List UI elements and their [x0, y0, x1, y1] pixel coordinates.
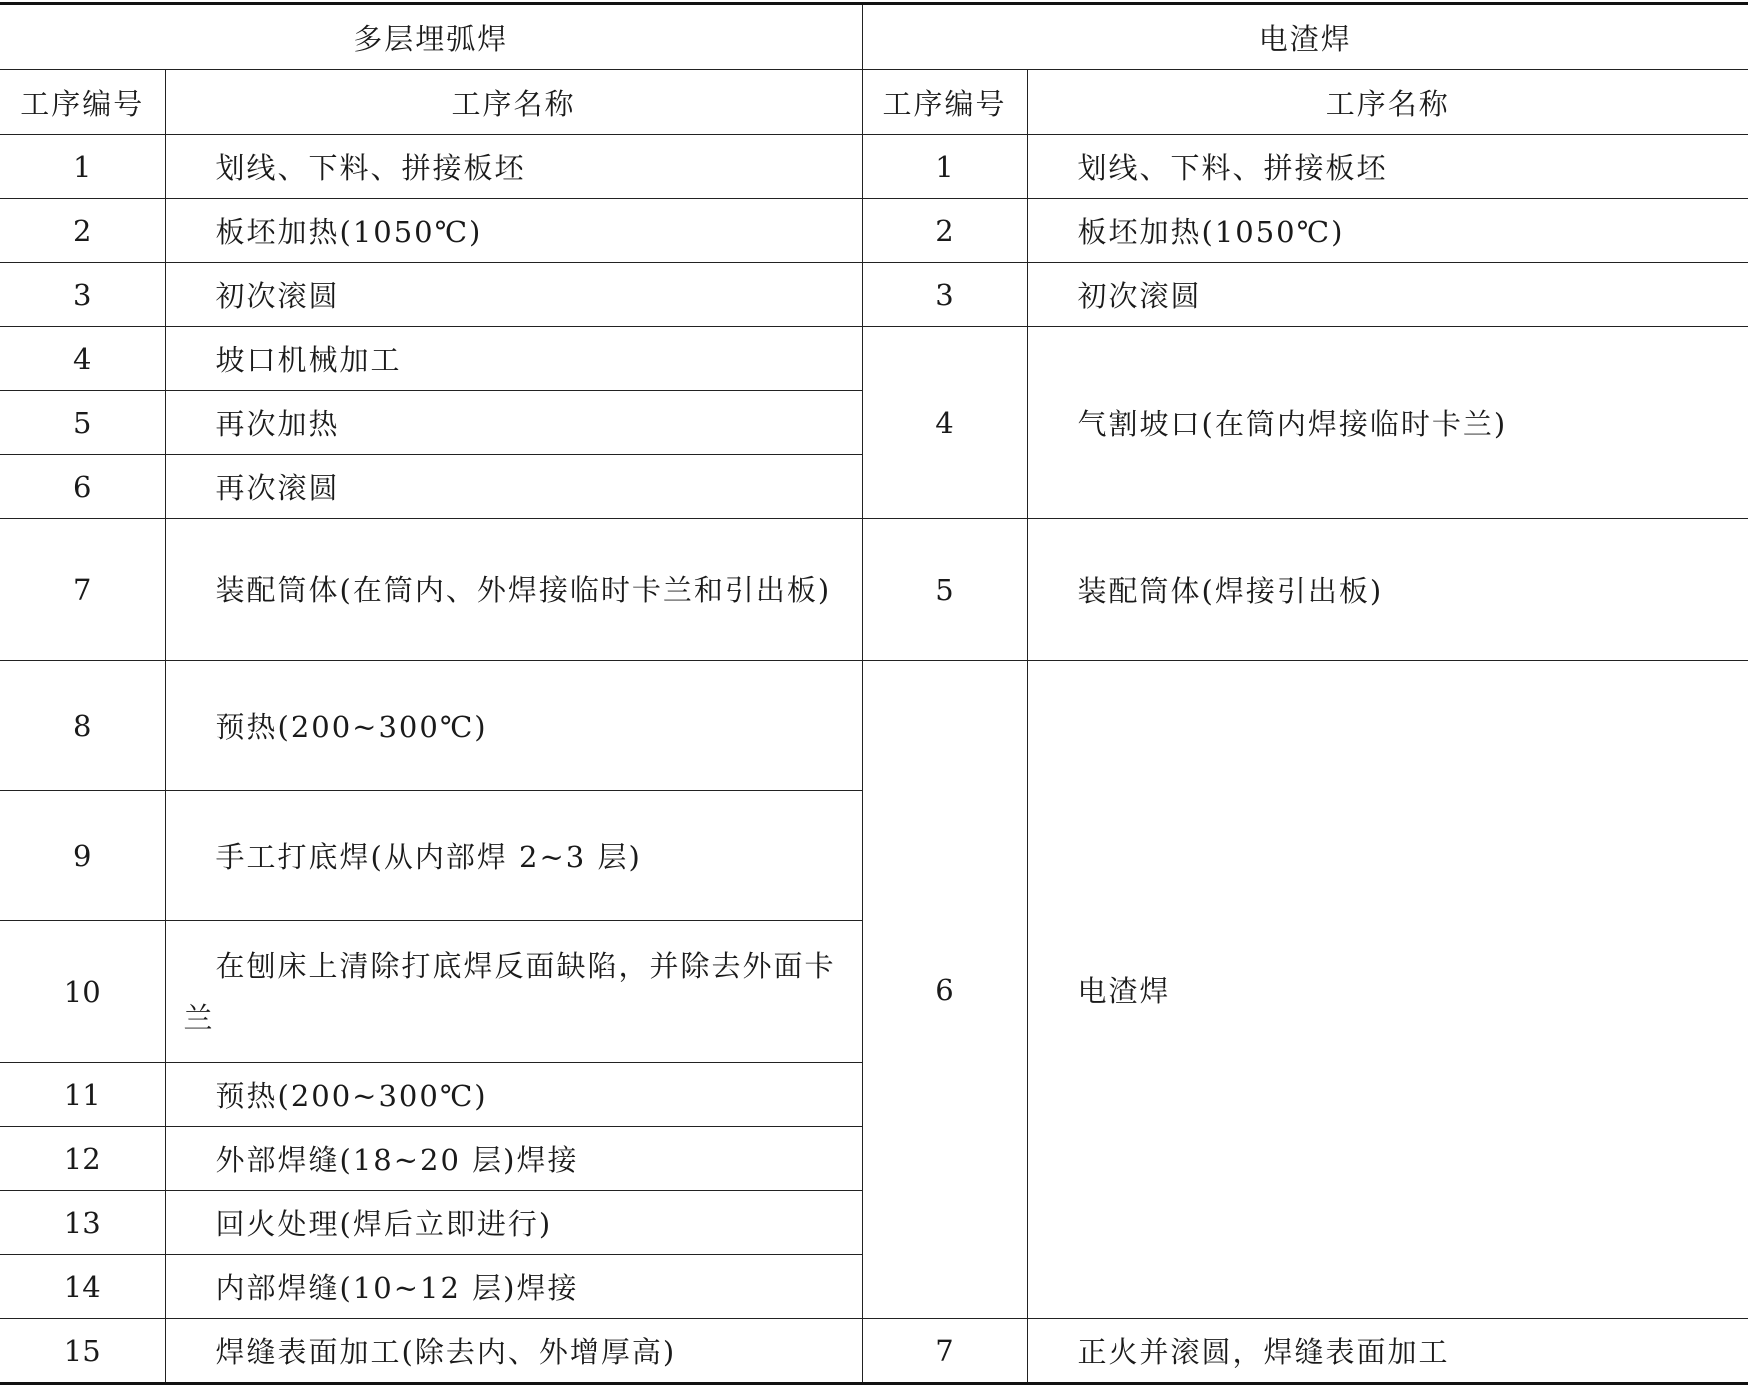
left-step-name: 在刨床上清除打底焊反面缺陷，并除去外面卡兰 [165, 921, 862, 1063]
left-step-no: 7 [0, 519, 165, 661]
group-header-row [0, 4, 1748, 70]
left-step-no: 5 [0, 391, 165, 455]
left-step-no: 11 [0, 1063, 165, 1127]
left-step-name: 划线、下料、拼接板坯 [165, 135, 862, 199]
right-step-no: 4 [862, 327, 1027, 519]
left-step-name: 焊缝表面加工(除去内、外增厚高) [165, 1319, 862, 1384]
table-row [0, 327, 1748, 391]
right-step-name: 电渣焊 [1027, 661, 1748, 1319]
left-step-name: 手工打底焊(从内部焊 2~3 层) [165, 791, 862, 921]
left-step-no: 8 [0, 661, 165, 791]
table-row [0, 1319, 1748, 1384]
left-step-no: 9 [0, 791, 165, 921]
left-step-name: 再次滚圆 [165, 455, 862, 519]
right-step-no: 7 [862, 1319, 1027, 1384]
left-step-no: 2 [0, 199, 165, 263]
left-step-no: 14 [0, 1255, 165, 1319]
right-step-no: 1 [862, 135, 1027, 199]
left-step-no: 15 [0, 1319, 165, 1384]
right-step-name: 装配筒体(焊接引出板) [1027, 519, 1748, 661]
right-step-name: 划线、下料、拼接板坯 [1027, 135, 1748, 199]
right-col-num-header: 工序编号 [862, 70, 1027, 135]
left-step-name: 初次滚圆 [165, 263, 862, 327]
left-group-header: 多层埋弧焊 [0, 4, 862, 70]
left-step-no: 3 [0, 263, 165, 327]
left-step-name: 装配筒体(在筒内、外焊接临时卡兰和引出板) [165, 519, 862, 661]
right-col-name-header: 工序名称 [1027, 70, 1748, 135]
table-row [0, 199, 1748, 263]
right-step-name: 正火并滚圆，焊缝表面加工 [1027, 1319, 1748, 1384]
left-step-no: 12 [0, 1127, 165, 1191]
process-comparison-table [0, 2, 1748, 1385]
right-step-name: 初次滚圆 [1027, 263, 1748, 327]
left-step-no: 10 [0, 921, 165, 1063]
right-step-no: 2 [862, 199, 1027, 263]
left-step-no: 6 [0, 455, 165, 519]
left-step-name: 板坯加热(1050℃) [165, 199, 862, 263]
table-row [0, 661, 1748, 791]
left-step-no: 13 [0, 1191, 165, 1255]
table-row [0, 135, 1748, 199]
left-step-name: 再次加热 [165, 391, 862, 455]
right-step-no: 3 [862, 263, 1027, 327]
left-col-name-header: 工序名称 [165, 70, 862, 135]
table-row [0, 263, 1748, 327]
left-step-name: 回火处理(焊后立即进行) [165, 1191, 862, 1255]
right-step-name: 气割坡口(在筒内焊接临时卡兰) [1027, 327, 1748, 519]
left-step-no: 4 [0, 327, 165, 391]
left-step-name: 预热(200~300℃) [165, 661, 862, 791]
left-col-num-header: 工序编号 [0, 70, 165, 135]
right-group-header: 电渣焊 [862, 4, 1748, 70]
left-step-no: 1 [0, 135, 165, 199]
left-step-name: 预热(200~300℃) [165, 1063, 862, 1127]
right-step-no: 5 [862, 519, 1027, 661]
left-step-name: 内部焊缝(10~12 层)焊接 [165, 1255, 862, 1319]
right-step-no: 6 [862, 661, 1027, 1319]
left-step-name: 坡口机械加工 [165, 327, 862, 391]
table-row [0, 519, 1748, 661]
column-header-row [0, 70, 1748, 135]
left-step-name: 外部焊缝(18~20 层)焊接 [165, 1127, 862, 1191]
right-step-name: 板坯加热(1050℃) [1027, 199, 1748, 263]
